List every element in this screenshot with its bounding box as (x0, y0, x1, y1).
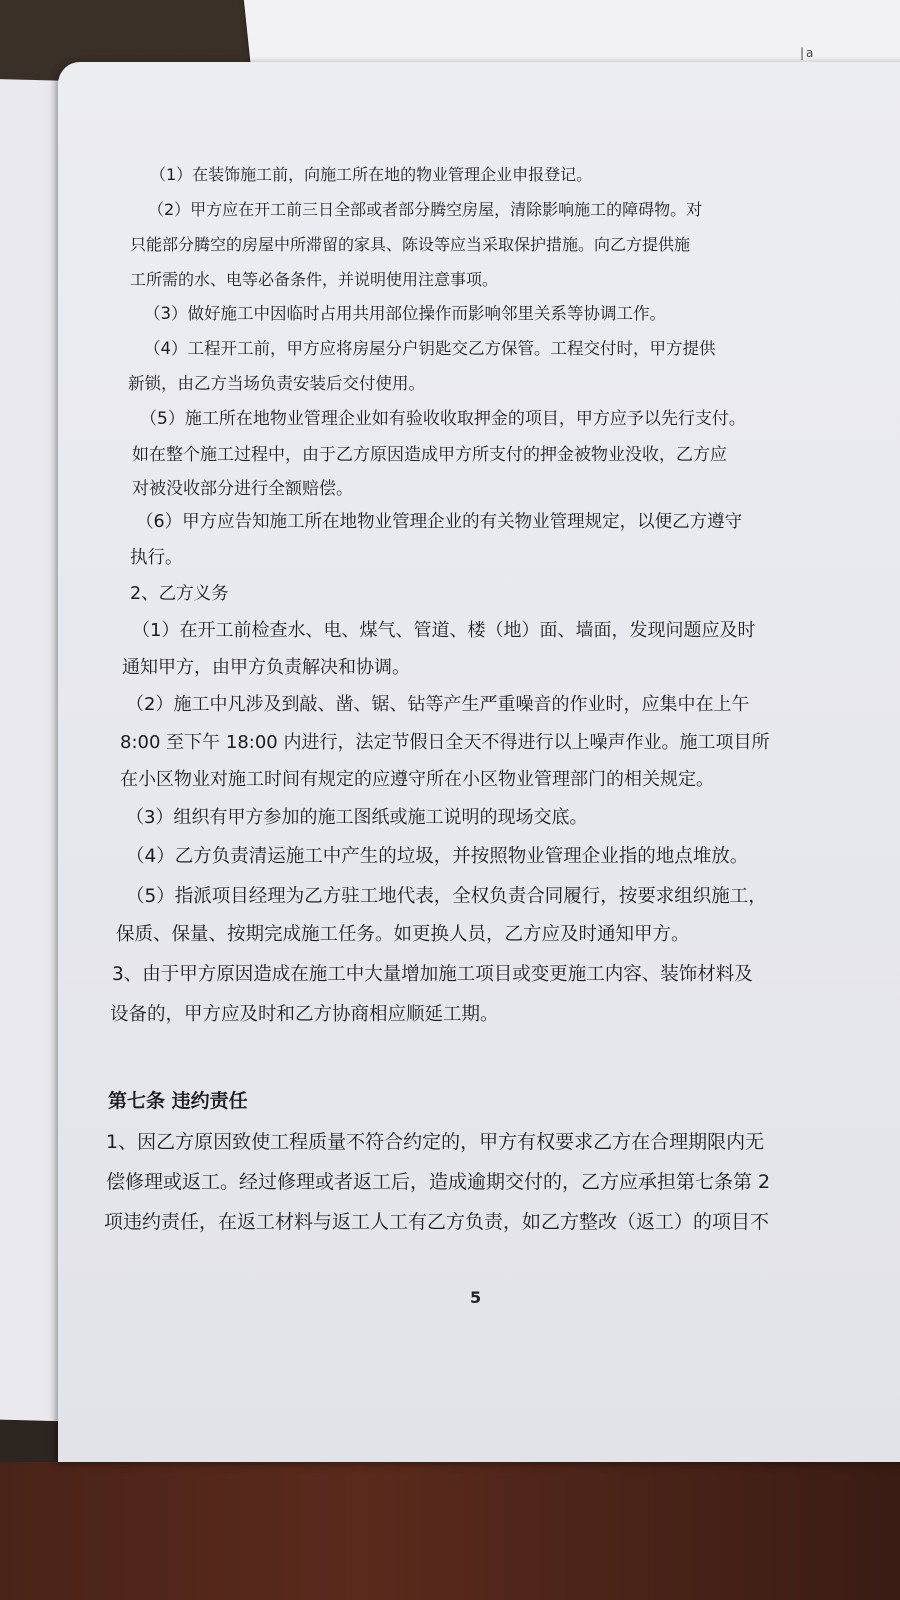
text-line: （3）做好施工中因临时占用共用部位操作而影响邻里关系等协调工作。 (144, 304, 666, 323)
text-line: 通知甲方，由甲方负责解决和协调。 (122, 657, 410, 678)
text-line: 3、由于甲方原因造成在施工中大量增加施工项目或变更施工内容、装饰材料及 (112, 964, 753, 985)
text-line: （5）施工所在地物业管理企业如有验收收取押金的项目，甲方应予以先行支付。 (140, 409, 746, 429)
text-line: 执行。 (130, 548, 183, 568)
text-line: 偿修理或返工。经过修理或者返工后，造成逾期交付的，乙方应承担第七条第 2 (106, 1171, 771, 1193)
text-line: （5）指派项目经理为乙方驻工地代表，全权负责合同履行，按要求组织施工， (126, 886, 767, 907)
text-line: 对被没收部分进行全额赔偿。 (132, 479, 353, 499)
text-line: 8:00 至下午 18:00 内进行，法定节假日全天不得进行以上噪声作业。施工项目所 (120, 732, 770, 753)
text-line: （4）工程开工前，甲方应将房屋分户钥匙交乙方保管。工程交付时，甲方提供 (144, 339, 716, 358)
section-heading: 2、乙方义务 (130, 584, 229, 604)
corner-mark: |a (800, 46, 816, 60)
text-line: （2）施工中凡涉及到敲、凿、锯、钻等产生严重噪音的作业时，应集中在上午 (126, 694, 750, 715)
text-line: 1、因乙方原因致使工程质量不符合约定的，甲方有权要求乙方在合理期限内无 (106, 1131, 765, 1153)
text-line: 在小区物业对施工时间有规定的应遵守所在小区物业管理部门的相关规定。 (120, 769, 714, 790)
text-line: 项违约责任，在返工材料与返工人工有乙方负责，如乙方整改（返工）的项目不 (104, 1211, 770, 1233)
text-line: （2）甲方应在开工前三日全部或者部分腾空房屋，清除影响施工的障碍物。对 (148, 200, 703, 219)
text-line: 只能部分腾空的房屋中所滞留的家具、陈设等应当采取保护措施。向乙方提供施 (130, 235, 691, 254)
table-surface (0, 1462, 900, 1600)
page-number: 5 (470, 1288, 482, 1307)
text-line: （1）在装饰施工前，向施工所在地的物业管理企业申报登记。 (150, 165, 593, 184)
text-line: 如在整个施工过程中，由于乙方原因造成甲方所支付的押金被物业没收，乙方应 (132, 445, 727, 465)
text-line: （3）组织有甲方参加的施工图纸或施工说明的现场交底。 (126, 807, 588, 828)
text-line: 工所需的水、电等必备条件，并说明使用注意事项。 (130, 270, 499, 289)
text-line: （6）甲方应告知施工所在地物业管理企业的有关物业管理规定，以便乙方遵守 (136, 512, 743, 532)
text-line: 新锁，由乙方当场负责安装后交付使用。 (128, 374, 425, 393)
text-line: （4）乙方负责清运施工中产生的垃圾，并按照物业管理企业指的地点堆放。 (126, 846, 749, 867)
text-line: 设备的，甲方应及时和乙方协商相应顺延工期。 (110, 1004, 499, 1025)
text-line: （1）在开工前检查水、电、煤气、管道、楼（地）面、墙面，发现问题应及时 (132, 620, 756, 641)
text-line: 保质、保量、按期完成施工任务。如更换人员，乙方应及时通知甲方。 (116, 924, 690, 945)
article-heading: 第七条 违约责任 (108, 1090, 248, 1112)
